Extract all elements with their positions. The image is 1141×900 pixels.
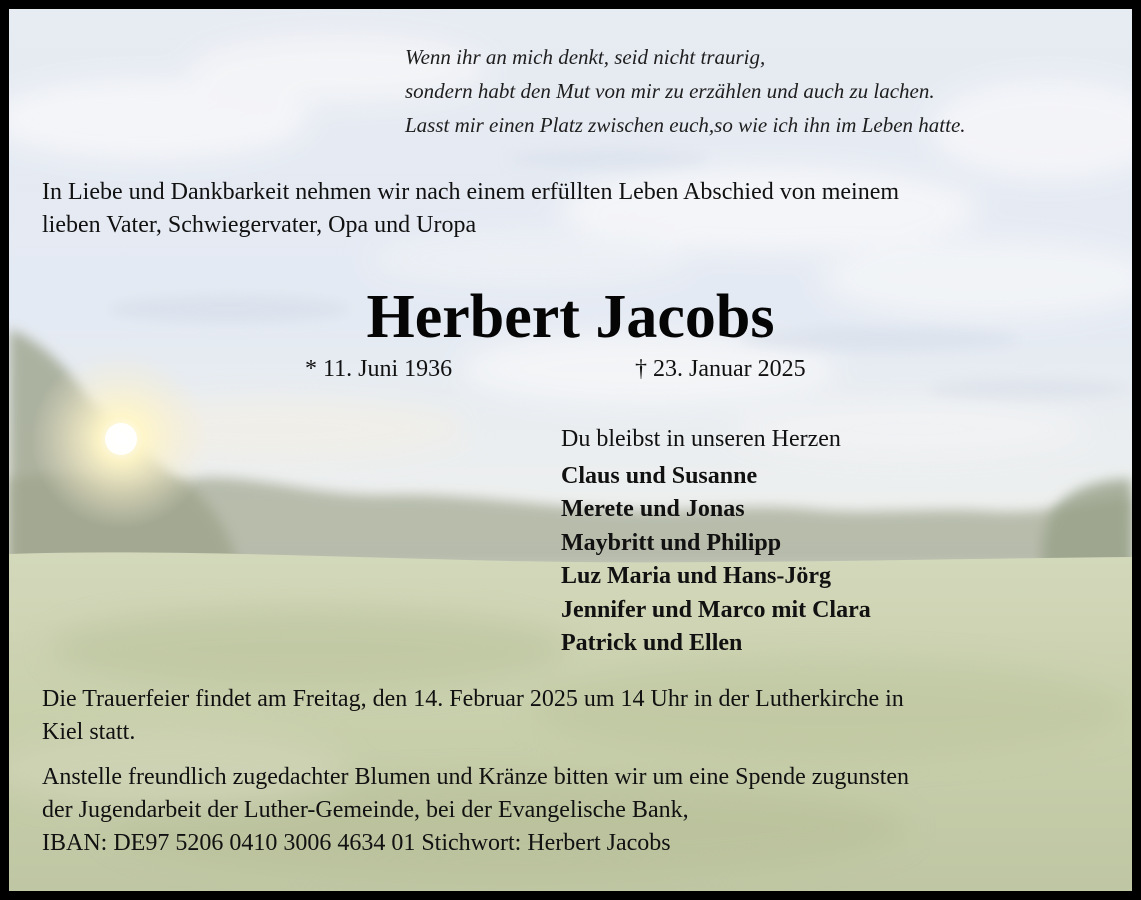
donation-line: der Jugendarbeit der Luther-Gemeinde, bei der Evangelische Bank, [42, 797, 689, 823]
birth-date: * 11. Juni 1936 [305, 356, 453, 382]
deceased-name: Herbert Jacobs [366, 283, 775, 351]
donation-line: IBAN: DE97 5206 0410 3006 4634 01 Stichwort: Herbert Jacobs [42, 830, 671, 856]
poem-line: Wenn ihr an mich denkt, seid nicht traurig, [405, 45, 766, 69]
poem-line: Lasst mir einen Platz zwischen euch,so wie ich ihn im Leben hatte. [405, 113, 966, 137]
poem-line: sondern habt den Mut von mir zu erzählen und auch zu lachen. [405, 79, 935, 103]
notice-content [9, 9, 1132, 891]
intro-line: In Liebe und Dankbarkeit nehmen wir nach einem erfüllten Leben Abschied von meinem [42, 179, 900, 205]
intro-line: lieben Vater, Schwiegervater, Opa und Uropa [42, 212, 477, 238]
death-date: † 23. Januar 2025 [635, 356, 806, 382]
donation-info [42, 761, 1103, 860]
service-line: Die Trauerfeier findet am Freitag, den 14. Februar 2025 um 14 Uhr in der Lutherkirche in [42, 686, 904, 712]
mourner-name: Luz Maria und Hans-Jörg [561, 563, 832, 590]
donation-line: Anstelle freundlich zugedachter Blumen und Kränze bitten wir um eine Spende zugunsten [42, 764, 910, 790]
intro-text [42, 176, 1103, 242]
mourner-name: Maybritt und Philipp [561, 529, 782, 556]
service-line: Kiel statt. [42, 719, 136, 745]
mourner-name: Patrick und Ellen [561, 630, 743, 657]
mourners-list [561, 460, 871, 660]
mourner-name: Jennifer und Marco mit Clara [561, 596, 871, 623]
mourner-name: Merete und Jonas [561, 496, 745, 523]
mourners-heading: Du bleibst in unseren Herzen [561, 426, 841, 452]
service-info [42, 683, 1103, 749]
mourner-name: Claus und Susanne [561, 463, 758, 489]
poem [405, 40, 966, 142]
